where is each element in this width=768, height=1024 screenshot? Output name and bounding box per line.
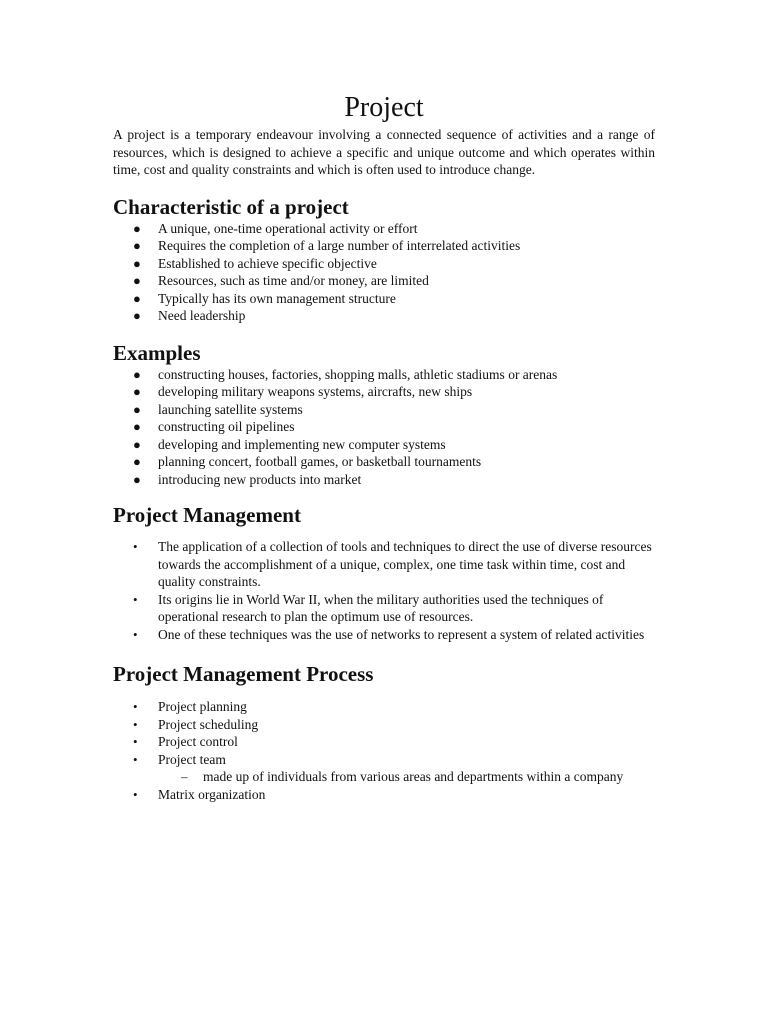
list-item: ● A unique, one-time operational activity or effort <box>133 220 418 236</box>
list-item: ● introducing new products into market <box>133 471 362 487</box>
list-item: • The application of a collection of tools and techniques to direct the use of diverse resources towards the accomplishment of a unique, complex, one time task within time, cost and quality constraints. <box>133 539 652 590</box>
list-item: • One of these techniques was the use of networks to represent a system of related activities <box>133 626 645 642</box>
list-item: ● Established to achieve specific objective <box>133 255 377 271</box>
characteristics-list <box>113 220 655 325</box>
list-item: ● planning concert, football games, or basketball tournaments <box>133 454 482 470</box>
list-item: • Project team <box>133 751 226 767</box>
bullet-icon: ● <box>133 471 141 487</box>
bullet-icon: ● <box>133 220 141 236</box>
list-item: ● Requires the completion of a large number of interrelated activities <box>133 238 521 254</box>
heading-examples: Examples <box>113 340 201 365</box>
bullet-icon: • <box>133 734 138 750</box>
bullet-icon: • <box>133 626 138 642</box>
document-page <box>113 90 655 803</box>
process-list <box>113 698 655 768</box>
bullet-icon: ● <box>133 308 141 324</box>
list-item: • Its origins lie in World War II, when the military authorities used the techniques of operational research to plan the optimum use of resources. <box>133 591 604 625</box>
list-item: ● developing military weapons systems, aircrafts, new ships <box>133 384 473 400</box>
bullet-icon: ● <box>133 238 141 254</box>
list-item: • Project planning <box>133 699 247 715</box>
bullet-icon: • <box>133 539 138 555</box>
list-item: • Project control <box>133 734 238 750</box>
bullet-icon: ● <box>133 454 141 470</box>
bullet-icon: ● <box>133 290 141 306</box>
list-item: – made up of individuals from various areas and departments within a company <box>181 769 624 785</box>
document-title: Project <box>344 92 424 123</box>
project-management-list <box>113 538 655 643</box>
bullet-icon: ● <box>133 384 141 400</box>
heading-characteristics: Characteristic of a project <box>113 194 349 219</box>
bullet-icon: ● <box>133 419 141 435</box>
examples-list <box>113 366 655 489</box>
intro-paragraph: A project is a temporary endeavour involving a connected sequence of activities and a range of resources, which is designed to achieve a specific and unique outcome and which operates within time, cost and quality constraints and which is often used to introduce change. <box>113 127 655 178</box>
heading-project-management: Project Management <box>113 503 301 528</box>
bullet-icon: ● <box>133 273 141 289</box>
list-item: ● Need leadership <box>133 308 246 324</box>
process-list-end <box>113 786 655 804</box>
heading-project-management-process: Project Management Process <box>113 662 374 687</box>
bullet-icon: • <box>133 699 138 715</box>
list-item: ● developing and implementing new computer systems <box>133 436 446 452</box>
bullet-icon: ● <box>133 436 141 452</box>
process-sub-list <box>113 768 655 786</box>
list-item: ● launching satellite systems <box>133 401 303 417</box>
list-item: • Matrix organization <box>133 786 266 802</box>
list-item: ● constructing houses, factories, shopping malls, athletic stadiums or arenas <box>133 366 558 382</box>
bullet-icon: • <box>133 716 138 732</box>
list-item: • Project scheduling <box>133 716 259 732</box>
bullet-icon: • <box>133 751 138 767</box>
list-item: ● Typically has its own management structure <box>133 290 396 306</box>
bullet-icon: • <box>133 786 138 802</box>
list-item: ● constructing oil pipelines <box>133 419 295 435</box>
bullet-icon: • <box>133 591 138 607</box>
bullet-icon: ● <box>133 401 141 417</box>
list-item: ● Resources, such as time and/or money, are limited <box>133 273 429 289</box>
bullet-icon: ● <box>133 255 141 271</box>
dash-icon: – <box>181 769 188 785</box>
bullet-icon: ● <box>133 366 141 382</box>
